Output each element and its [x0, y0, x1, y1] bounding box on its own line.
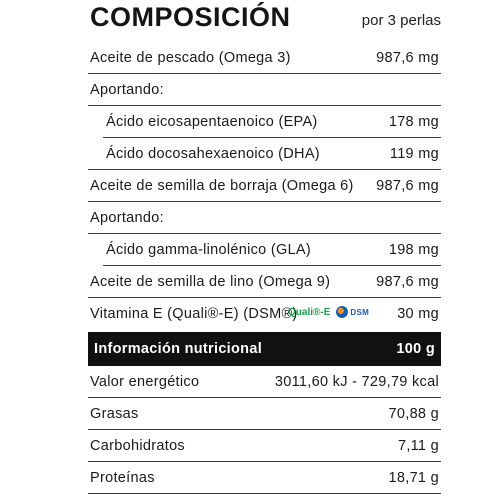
page-title: COMPOSICIÓN	[90, 2, 291, 32]
row-label: Aceite de semilla de borraja (Omega 6)	[90, 178, 354, 194]
nutrition-header	[88, 332, 441, 366]
row-label: Carbohidratos	[90, 438, 185, 454]
row-value: 70,88 g	[388, 406, 439, 422]
row-value: 987,6 mg	[376, 274, 439, 290]
row-label: Grasas	[90, 406, 139, 422]
composition-row	[88, 106, 441, 138]
row-value: 198 mg	[388, 242, 439, 258]
table-header	[88, 0, 441, 40]
row-value: 18,71 g	[388, 470, 439, 486]
nutrition-row	[88, 398, 441, 430]
quali-e-logo: Quali®-E	[288, 306, 331, 318]
row-label: Valor energético	[90, 374, 200, 390]
composition-row	[88, 170, 441, 202]
composition-row	[88, 42, 441, 74]
serving-size: por 3 perlas	[361, 12, 441, 29]
row-value: 987,6 mg	[376, 50, 439, 66]
row-label: Aportando:	[90, 210, 164, 226]
nutrition-row	[88, 366, 441, 398]
row-label: Proteínas	[90, 470, 155, 486]
nutrition-title: Información nutricional	[94, 341, 263, 357]
row-label: Vitamina E (Quali®-E) (DSM®)	[90, 306, 298, 322]
composition-row	[88, 266, 441, 298]
composition-row	[88, 74, 441, 106]
nutrition-unit: 100 g	[396, 341, 435, 357]
row-label: Aportando:	[90, 82, 164, 98]
row-value: 7,11 g	[397, 438, 439, 454]
row-value: 119 mg	[389, 146, 439, 162]
row-label: Aceite de semilla de lino (Omega 9)	[90, 274, 331, 290]
nutrition-row	[88, 462, 441, 494]
composition-panel	[88, 0, 441, 500]
row-label: Aceite de pescado (Omega 3)	[90, 50, 291, 66]
row-label: Ácido gamma-linolénico (GLA)	[106, 242, 312, 258]
composition-row	[88, 234, 441, 266]
row-label: Ácido docosahexaenoico (DHA)	[106, 146, 320, 162]
composition-row	[88, 202, 441, 234]
row-value: 178 mg	[388, 114, 439, 130]
row-label: Ácido eicosapentaenoico (EPA)	[106, 114, 318, 130]
row-value: 30 mg	[397, 306, 439, 322]
dsm-logo	[336, 306, 369, 318]
row-value: 987,6 mg	[376, 178, 439, 194]
nutrition-row	[88, 430, 441, 462]
row-value: 3011,60 kJ - 729,79 kcal	[274, 374, 439, 390]
brand-logos	[288, 306, 369, 318]
dsm-icon	[336, 306, 348, 318]
dsm-logo-text: DSM	[350, 307, 370, 317]
composition-row	[88, 298, 441, 330]
composition-row	[88, 138, 441, 170]
